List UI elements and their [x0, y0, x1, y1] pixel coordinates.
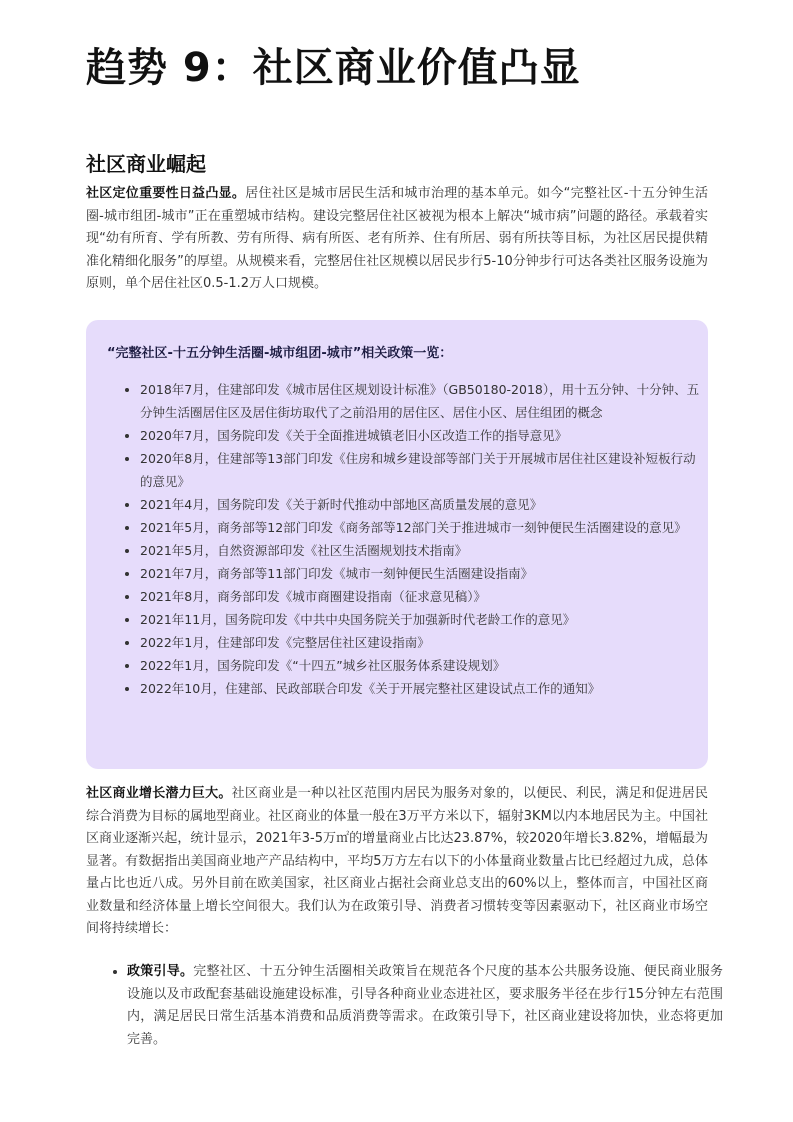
policy-list-item: • 2020年8月，住建部等13部门印发《住房和城乡建设部等部门关于开展城市居住社区建设补短板行动的意见》: [140, 447, 706, 493]
policy-list-item: • 2021年7月，商务部等11部门印发《城市一刻钟便民生活圈建设指南》: [140, 562, 706, 585]
policy-list-item: • 2020年7月，国务院印发《关于全面推进城镇老旧小区改造工作的指导意见》: [140, 424, 706, 447]
paragraph-text: 社区商业是一种以社区范围内居民为服务对象的，以便民、利民，满足和促进居民综合消费为目标的属地型商业。社区商业的体量一般在3万平方米以下，辐射3KM以内本地居民为主。中国社区商业逐渐兴起，统计显示，2021年3-5万㎡的增量商业占比达23.87%，较2020年增长3.82%，增幅最为显著。有数据指出美国商业地产产品结构中，平均5万方左右以下的小体量商业数量占比已经超过九成，总体量占比也近八成。另外目前在欧美国家，社区商业占据社会商业总支出的60%以上，整体而言，中国社区商业数量和经济体量上增长空间很大。我们认为在政策引导、消费者习惯转变等因素驱动下，社区商业市场空间将持续增长：: [86, 786, 708, 936]
policy-list-item: • 2021年5月，商务部等12部门印发《商务部等12部门关于推进城市一刻钟便民生活圈建设的意见》: [140, 516, 706, 539]
bullet-text: 完整社区、十五分钟生活圈相关政策旨在规范各个尺度的基本公共服务设施、便民商业服务设施以及市政配套基础设施建设标准，引导各种商业业态进社区，要求服务半径在步行15分钟左右范围内，满足居民日常生活基本消费和品质消费等需求。在政策引导下，社区商业建设将加快，业态将更加完善。: [127, 964, 723, 1047]
policy-list-item: • 2021年8月，商务部印发《城市商圈建设指南（征求意见稿）》: [140, 585, 706, 608]
policy-list-item: • 2022年1月，住建部印发《完整居住社区建设指南》: [140, 631, 706, 654]
paragraph-community-positioning: [86, 183, 708, 296]
page-title: 趋势 9：社区商业价值凸显: [86, 45, 581, 91]
paragraph-growth-potential: [86, 783, 708, 941]
policy-box-title: “完整社区-十五分钟生活圈-城市组团-城市”相关政策一览：: [107, 346, 453, 361]
policy-list-item: • 2021年4月，国务院印发《关于新时代推动中部地区高质量发展的意见》: [140, 493, 706, 516]
section-heading: 社区商业崛起: [86, 152, 206, 176]
policy-list-item: • 2021年11月，国务院印发《中共中央国务院关于加强新时代老龄工作的意见》: [140, 608, 706, 631]
paragraph-lead: 社区商业增长潜力巨大。: [86, 786, 232, 801]
policy-list-item: • 2022年1月，国务院印发《“十四五”城乡社区服务体系建设规划》: [140, 654, 706, 677]
policy-list-item: • 2021年5月，自然资源部印发《社区生活圈规划技术指南》: [140, 539, 706, 562]
driver-bullet-list: [112, 961, 723, 1051]
paragraph-lead: 社区定位重要性日益凸显。: [86, 186, 246, 201]
policy-callout-box: [86, 320, 708, 769]
policy-list-item: • 2022年10月，住建部、民政部联合印发《关于开展完整社区建设试点工作的通知》: [140, 677, 706, 700]
bullet-lead: 政策引导。: [127, 964, 194, 979]
policy-list-item: • 2018年7月，住建部印发《城市居住区规划设计标准》（GB50180-2018），用十五分钟、十分钟、五分钟生活圈居住区及居住街坊取代了之前沿用的居住区、居住小区、居住组团的概念: [140, 378, 706, 424]
paragraph-text: 居住社区是城市居民生活和城市治理的基本单元。如今“完整社区-十五分钟生活圈-城市组团-城市”正在重塑城市结构。建设完整居住社区被视为根本上解决“城市病”问题的路径。承载着实现“幼有所育、学有所教、劳有所得、病有所医、老有所养、住有所居、弱有所扶等目标，为社区居民提供精准化精细化服务”的厚望。从规模来看，完整居住社区规模以居民步行5-10分钟步行可达各类社区服务设施为原则，单个居住社区0.5-1.2万人口规模。: [86, 186, 708, 291]
policy-list: [124, 378, 706, 700]
bullet-policy-guidance: [127, 961, 723, 1051]
